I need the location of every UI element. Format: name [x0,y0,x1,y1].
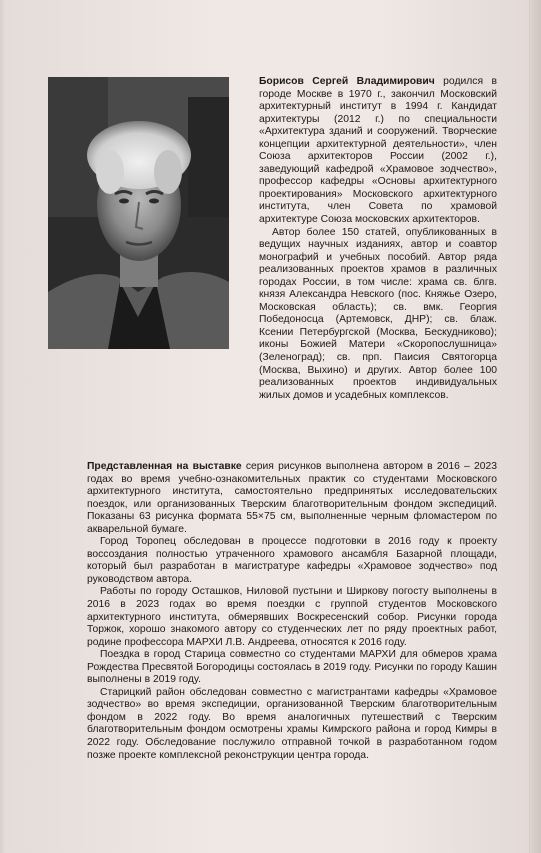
description-paragraph-4: Поездка в город Старица совместно со студентами МАРХИ для обмеров храма Рождества Пресвятой Богородицы состоялась в 2019 году. Рисунки по городу Кашин выполнены в 2019 году. [87,649,497,686]
description-paragraph-5: Старицкий район обследован совместно с магистрантами кафедры «Храмовое зодчество» во время экспедиции, организованной Тверским благотворительным фондом в 2022 году. Во время аналогичных путешествий с Тверским благотворительным фондом осмотрены храмы Кимрского района и город Кимры в 2022 году. Обследование послужило отправной точкой в разработанном годом позже проекте комплексной реконструкции центра города. [87,686,497,761]
panel-left-edge [0,0,6,853]
panel-right-edge [529,0,541,853]
author-name: Борисов Сергей Владимирович [259,76,435,87]
description-paragraph-2: Город Торопец обследован в процессе подготовки в 2016 году к проекту воссоздания полностью утраченного храмового ансамбля Базарной площади, который был разработан в магистратуре кафедры «Храмовое зодчество» под руководством автора. [87,536,497,585]
description-p1-text: серия рисунков выполнена автором в 2016 – 2023 годах во время учебно-ознакомительных практик со студентами Московского архитектурного института, самостоятельно предпринятых исследовательских поездок, или организованных Тверским благотворительным фондом экспедиций. Показаны 63 рисунка формата 55×75 см, выполненные черным фломастером по акварельной бумаге. [87,461,498,535]
bio-works-paragraph: Автор более 150 статей, опубликованных в ведущих научных изданиях, автор и соавтор монографий и учебных пособий. Автор ряда реализованных проектов храмов в различных городах России, в том числе: храма св. блгв. князя Александра Невского (пос. Княжье Озеро, Московская область); св. вмк. Георгия Победоносца (Артемовск, ДНР); св. блаж. Ксении Петербургской (Москва, Бескудниково); иконы Божией Матери «Скоропослушница» (Зеленоград); св. прп. Паисия Святогорца (Москва, Выхино) и других. Автор более 100 реализованных проектов индивидуальных жилых домов и усадебных комплексов. [259,226,497,401]
description-paragraph-3: Работы по городу Осташков, Ниловой пустыни и Ширкову погосту выполнены в 2016 в 2023 годах во время поездки с группой студентов Московского архитектурного института, обмерявших Воскресенский собор. Рисунки города Торжок, хорошо знакомого автору со студенческих лет по ряду проектных работ, родине профессора МАРХИ Л.В. Андреева, относятся к 2016 году. [87,586,497,648]
author-biography [259,76,497,402]
exhibition-description [87,461,497,762]
description-lead: Представленная на выставке [87,461,242,472]
description-paragraph-1 [87,461,497,536]
bio-intro-paragraph [259,76,497,227]
author-portrait-photo [48,77,229,349]
bio-intro-text: родился в городе Москве в 1970 г., закончил Московский архитектурный институт в 1994 г. Кандидат архитектуры (2012 г.) по специальности «Архитектура зданий и сооружений. Творческие концепции архитектурной деятельности», член Союза архитекторов России (2002 г.), заведующий кафедрой «Храмовое зодчество», профессор кафедры «Основы архитектурного проектирования» Московского архитектурного института, член Совета по храмовой архитектуре Союза московских архитекторов. [259,76,497,226]
